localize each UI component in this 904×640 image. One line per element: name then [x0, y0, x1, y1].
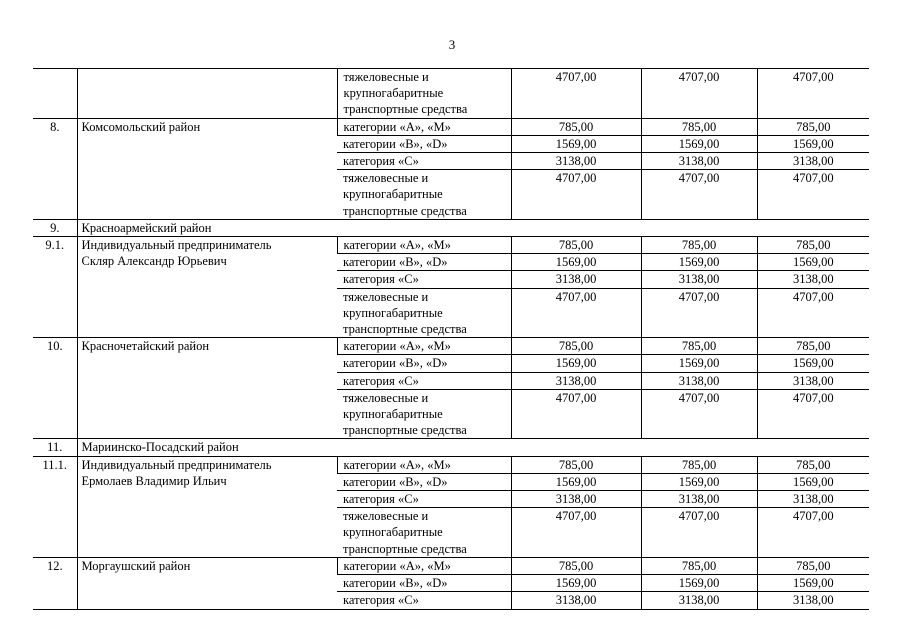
vehicle-category: тяжеловесные и крупногабаритные транспортные средства — [337, 170, 511, 220]
tariff-value: 1569,00 — [757, 355, 869, 372]
tariff-value: 785,00 — [511, 237, 641, 254]
table-row — [33, 456, 869, 473]
tariff-value: 3138,00 — [641, 372, 757, 389]
tariff-value: 4707,00 — [511, 508, 641, 558]
vehicle-category: категория «С» — [337, 592, 511, 609]
table-row — [33, 439, 869, 456]
tariff-value: 3138,00 — [757, 372, 869, 389]
tariff-value: 3138,00 — [641, 153, 757, 170]
tariff-value: 4707,00 — [641, 69, 757, 119]
tariff-value: 3138,00 — [757, 271, 869, 288]
tariff-value: 1569,00 — [757, 473, 869, 490]
district-name: Индивидуальный предприниматель Скляр Александр Юрьевич — [77, 237, 337, 338]
table-row — [33, 557, 869, 574]
tariff-value: 785,00 — [757, 456, 869, 473]
table-row — [33, 118, 869, 135]
vehicle-category: категория «С» — [337, 271, 511, 288]
row-number: 12. — [33, 557, 77, 609]
table-row — [33, 338, 869, 355]
row-number: 9. — [33, 219, 77, 236]
vehicle-category: тяжеловесные и крупногабаритные транспортные средства — [337, 288, 511, 338]
tariff-value: 785,00 — [511, 338, 641, 355]
tariff-value: 1569,00 — [511, 135, 641, 152]
district-name: Моргаушский район — [77, 557, 337, 609]
row-number-empty — [33, 69, 77, 119]
tariff-value: 1569,00 — [511, 355, 641, 372]
tariff-value: 785,00 — [511, 456, 641, 473]
table-row — [33, 237, 869, 254]
vehicle-category: категории «А», «М» — [337, 237, 511, 254]
tariff-value: 4707,00 — [511, 170, 641, 220]
tariff-value: 1569,00 — [757, 575, 869, 592]
vehicle-category: категории «В», «D» — [337, 254, 511, 271]
vehicle-category: категория «С» — [337, 153, 511, 170]
tariff-value: 1569,00 — [641, 473, 757, 490]
tariff-value: 785,00 — [757, 338, 869, 355]
row-number: 11. — [33, 439, 77, 456]
tariff-value: 4707,00 — [757, 69, 869, 119]
tariff-value: 3138,00 — [641, 592, 757, 609]
vehicle-category: категории «А», «М» — [337, 557, 511, 574]
tariff-value: 785,00 — [511, 118, 641, 135]
district-name: Мариинско-Посадский район — [77, 439, 869, 456]
row-number: 11.1. — [33, 456, 77, 557]
tariff-value: 785,00 — [757, 237, 869, 254]
tariff-value: 3138,00 — [511, 153, 641, 170]
district-name: Красноармейский район — [77, 219, 869, 236]
tariff-value: 1569,00 — [757, 135, 869, 152]
tariff-value: 3138,00 — [641, 491, 757, 508]
tariff-value: 3138,00 — [757, 491, 869, 508]
tariff-value: 1569,00 — [511, 473, 641, 490]
tariff-value: 4707,00 — [757, 170, 869, 220]
tariff-value: 785,00 — [641, 237, 757, 254]
tariff-value: 785,00 — [757, 557, 869, 574]
tariff-value: 3138,00 — [511, 491, 641, 508]
district-name-empty — [77, 69, 337, 119]
tariff-value: 4707,00 — [511, 389, 641, 439]
tariff-value: 785,00 — [641, 557, 757, 574]
tariff-value: 4707,00 — [511, 288, 641, 338]
tariff-table-body — [33, 69, 869, 610]
vehicle-category: тяжеловесные и крупногабаритные транспортные средства — [337, 389, 511, 439]
tariff-value: 4707,00 — [641, 508, 757, 558]
row-number: 8. — [33, 118, 77, 219]
vehicle-category: категория «С» — [337, 372, 511, 389]
tariff-value: 1569,00 — [511, 575, 641, 592]
tariff-value: 4707,00 — [511, 69, 641, 119]
tariff-value: 785,00 — [641, 118, 757, 135]
page-number: 3 — [448, 37, 456, 52]
tariff-value: 4707,00 — [757, 288, 869, 338]
table-row — [33, 219, 869, 236]
district-name: Красночетайский район — [77, 338, 337, 439]
tariff-value: 4707,00 — [757, 508, 869, 558]
vehicle-category: категории «А», «М» — [337, 118, 511, 135]
tariff-value: 1569,00 — [641, 254, 757, 271]
tariff-value: 3138,00 — [511, 372, 641, 389]
vehicle-category: категории «В», «D» — [337, 355, 511, 372]
tariff-value: 785,00 — [641, 456, 757, 473]
tariff-value: 4707,00 — [641, 170, 757, 220]
district-name: Комсомольский район — [77, 118, 337, 219]
tariff-value: 3138,00 — [641, 271, 757, 288]
tariff-value: 785,00 — [757, 118, 869, 135]
tariff-value: 4707,00 — [757, 389, 869, 439]
vehicle-category: категория «С» — [337, 491, 511, 508]
tariff-value: 1569,00 — [757, 254, 869, 271]
row-number: 9.1. — [33, 237, 77, 338]
tariff-value: 4707,00 — [641, 288, 757, 338]
vehicle-category: категории «В», «D» — [337, 135, 511, 152]
tariff-value: 4707,00 — [641, 389, 757, 439]
vehicle-category: тяжеловесные и крупногабаритные транспортные средства — [337, 508, 511, 558]
tariff-value: 1569,00 — [641, 575, 757, 592]
table-row — [33, 69, 869, 119]
row-number: 10. — [33, 338, 77, 439]
district-name: Индивидуальный предприниматель Ермолаев Владимир Ильич — [77, 456, 337, 557]
tariff-value: 3138,00 — [511, 592, 641, 609]
tariff-value: 3138,00 — [511, 271, 641, 288]
tariff-value: 1569,00 — [641, 355, 757, 372]
tariff-table — [33, 68, 869, 610]
tariff-value: 3138,00 — [757, 153, 869, 170]
tariff-value: 785,00 — [641, 338, 757, 355]
tariff-value: 785,00 — [511, 557, 641, 574]
tariff-value: 1569,00 — [511, 254, 641, 271]
vehicle-category: тяжеловесные и крупногабаритные транспортные средства — [337, 69, 511, 119]
tariff-value: 1569,00 — [641, 135, 757, 152]
tariff-value: 3138,00 — [757, 592, 869, 609]
vehicle-category: категории «А», «М» — [337, 456, 511, 473]
vehicle-category: категории «В», «D» — [337, 575, 511, 592]
vehicle-category: категории «В», «D» — [337, 473, 511, 490]
vehicle-category: категории «А», «М» — [337, 338, 511, 355]
